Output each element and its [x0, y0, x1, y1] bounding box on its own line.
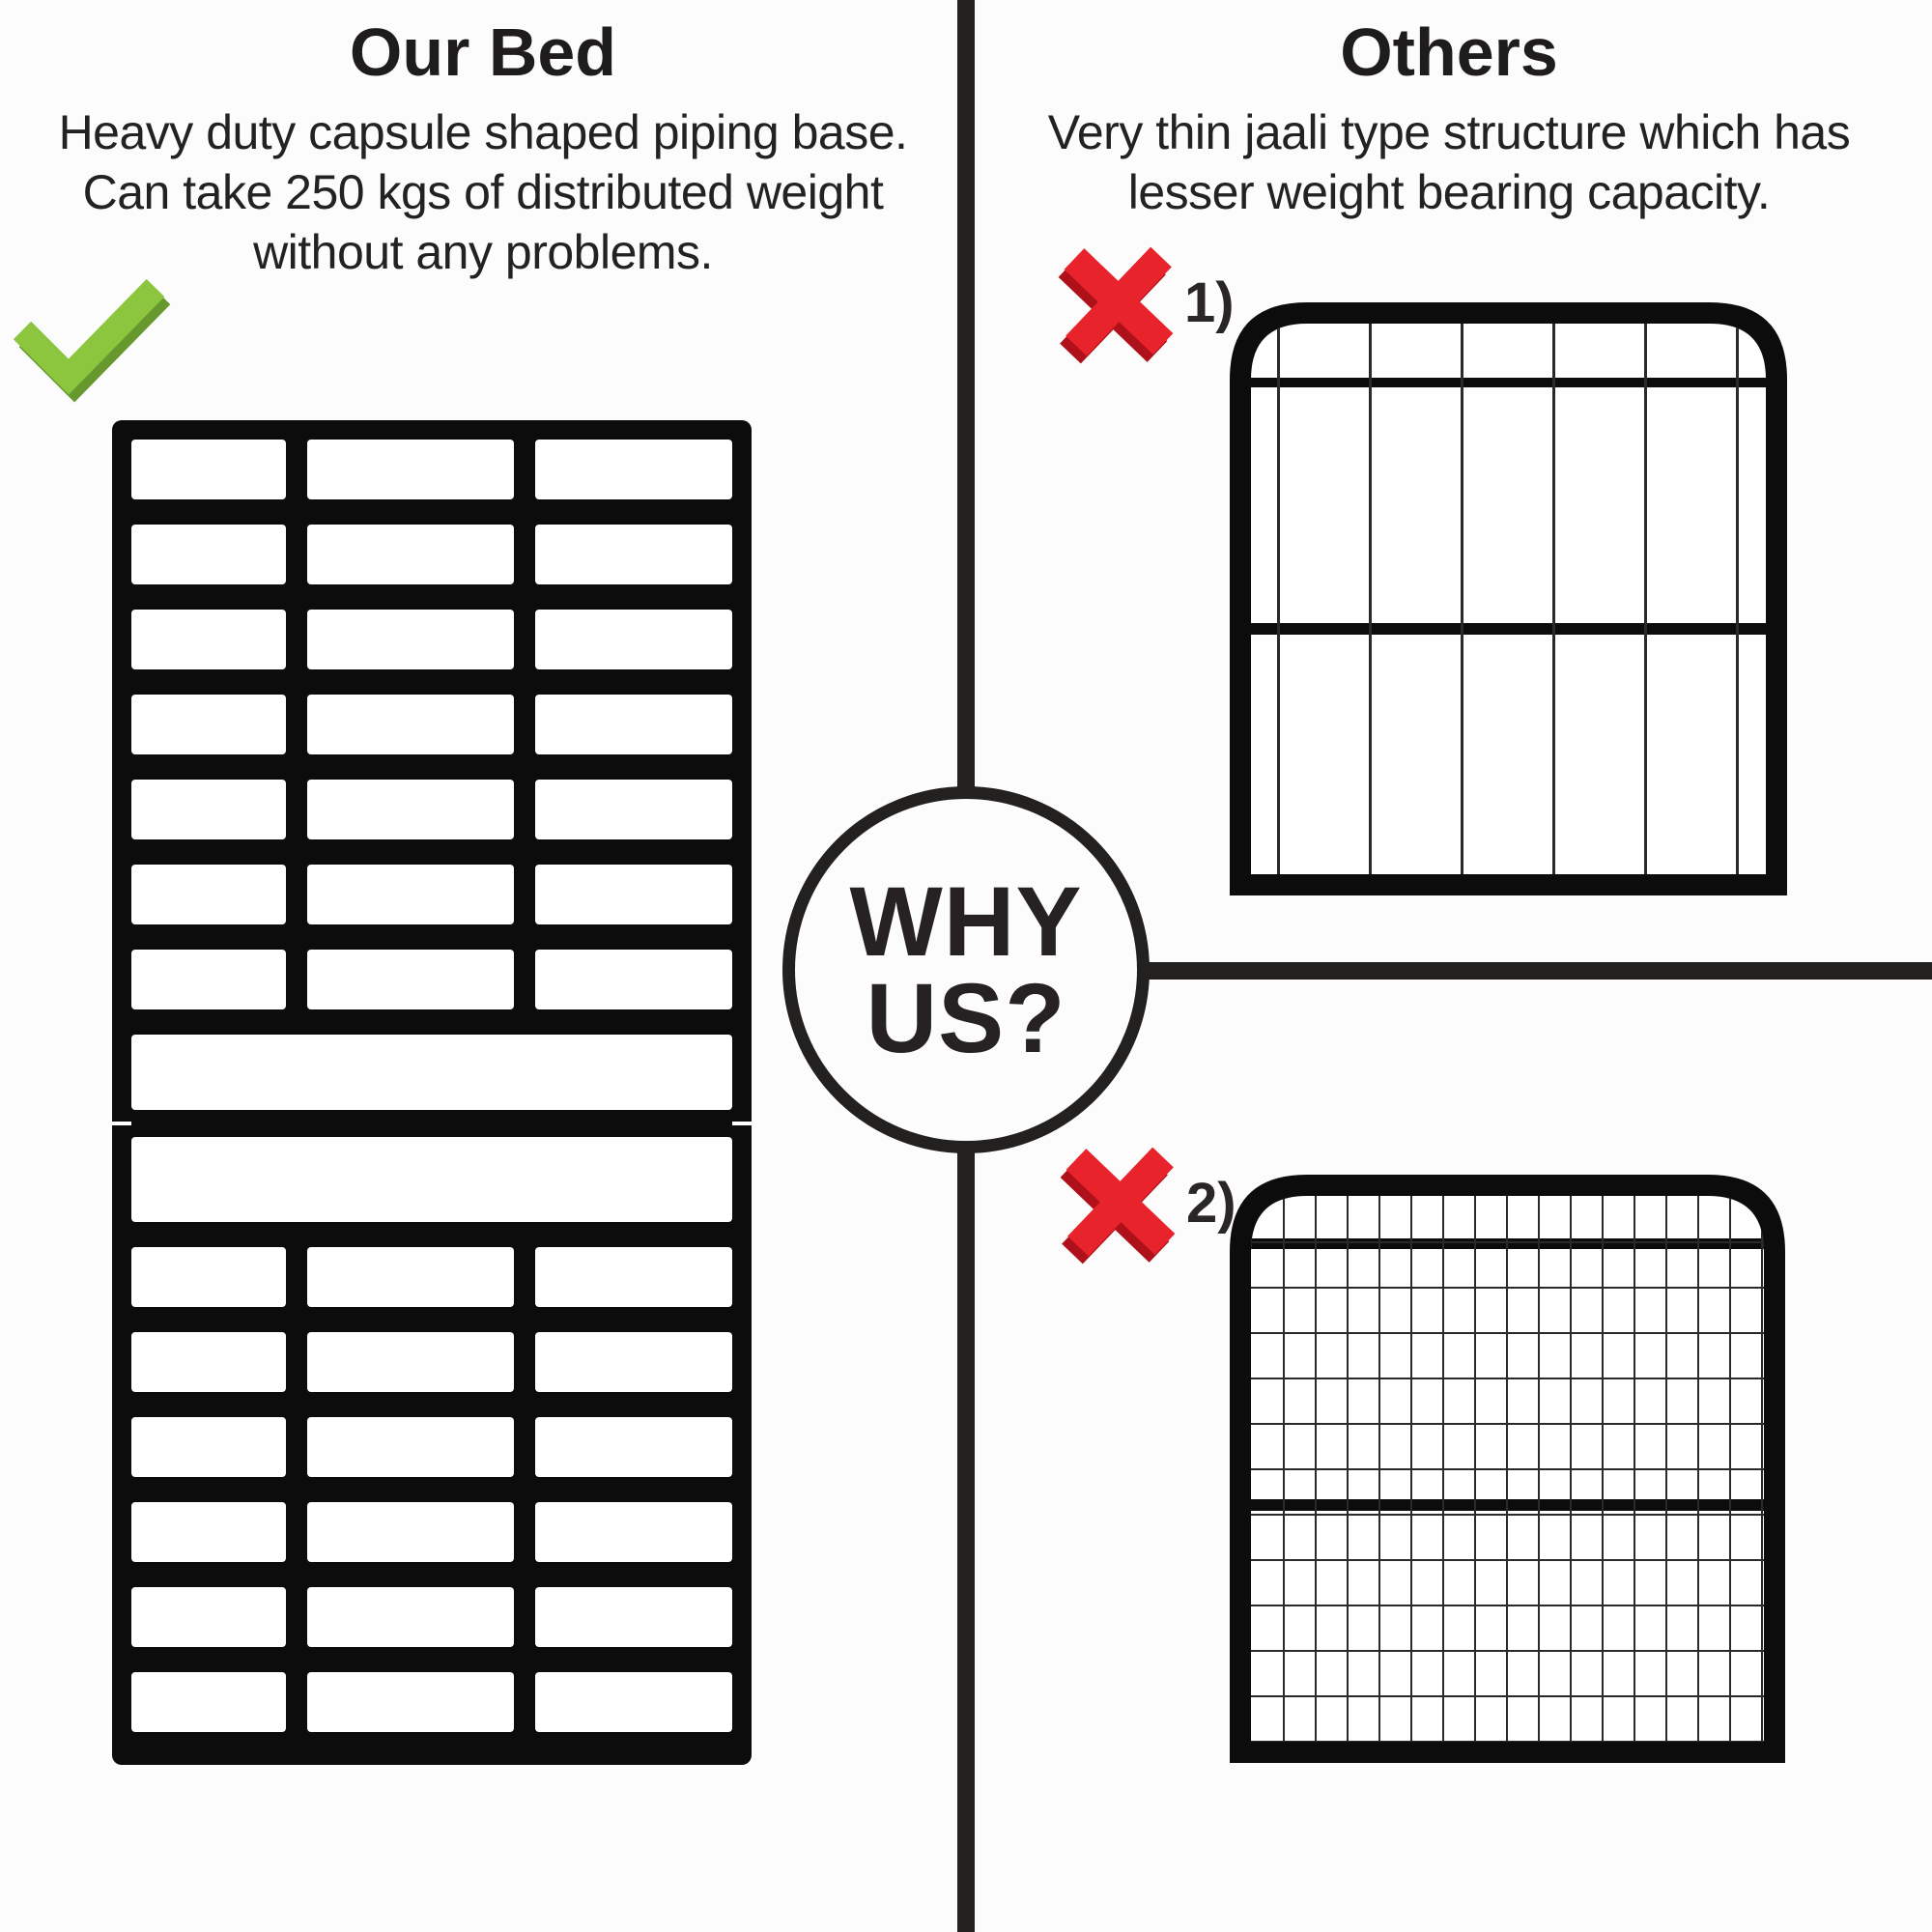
left-panel-description: [0, 102, 966, 282]
cross-icon-2: [1057, 1138, 1184, 1267]
right-description-line-2: lesser weight bearing capacity.: [1127, 165, 1771, 219]
left-panel-title: Our Bed: [349, 14, 617, 90]
capsule-slat-bed-frame-illustration: [112, 420, 752, 1765]
checkmark-icon: [13, 280, 165, 398]
thin-pipe-frame-illustration: [1230, 302, 1787, 895]
left-description-line-3: without any problems.: [253, 225, 713, 279]
badge-line-2: US?: [866, 963, 1066, 1073]
cross-icon-1: [1055, 238, 1182, 367]
right-panel-description: [966, 102, 1932, 222]
why-us-badge: [782, 786, 1150, 1153]
thin-mesh-frame-illustration: [1230, 1175, 1785, 1763]
left-description-line-1: Heavy duty capsule shaped piping base.: [58, 105, 908, 159]
item-1-label: 1): [1184, 271, 1235, 334]
right-panel-title: Others: [1340, 14, 1558, 90]
left-description-line-2: Can take 250 kgs of distributed weight: [82, 165, 884, 219]
item-2-label: 2): [1186, 1172, 1236, 1235]
badge-line-1: WHY: [849, 867, 1083, 977]
right-description-line-1: Very thin jaali type structure which has: [1047, 105, 1851, 159]
